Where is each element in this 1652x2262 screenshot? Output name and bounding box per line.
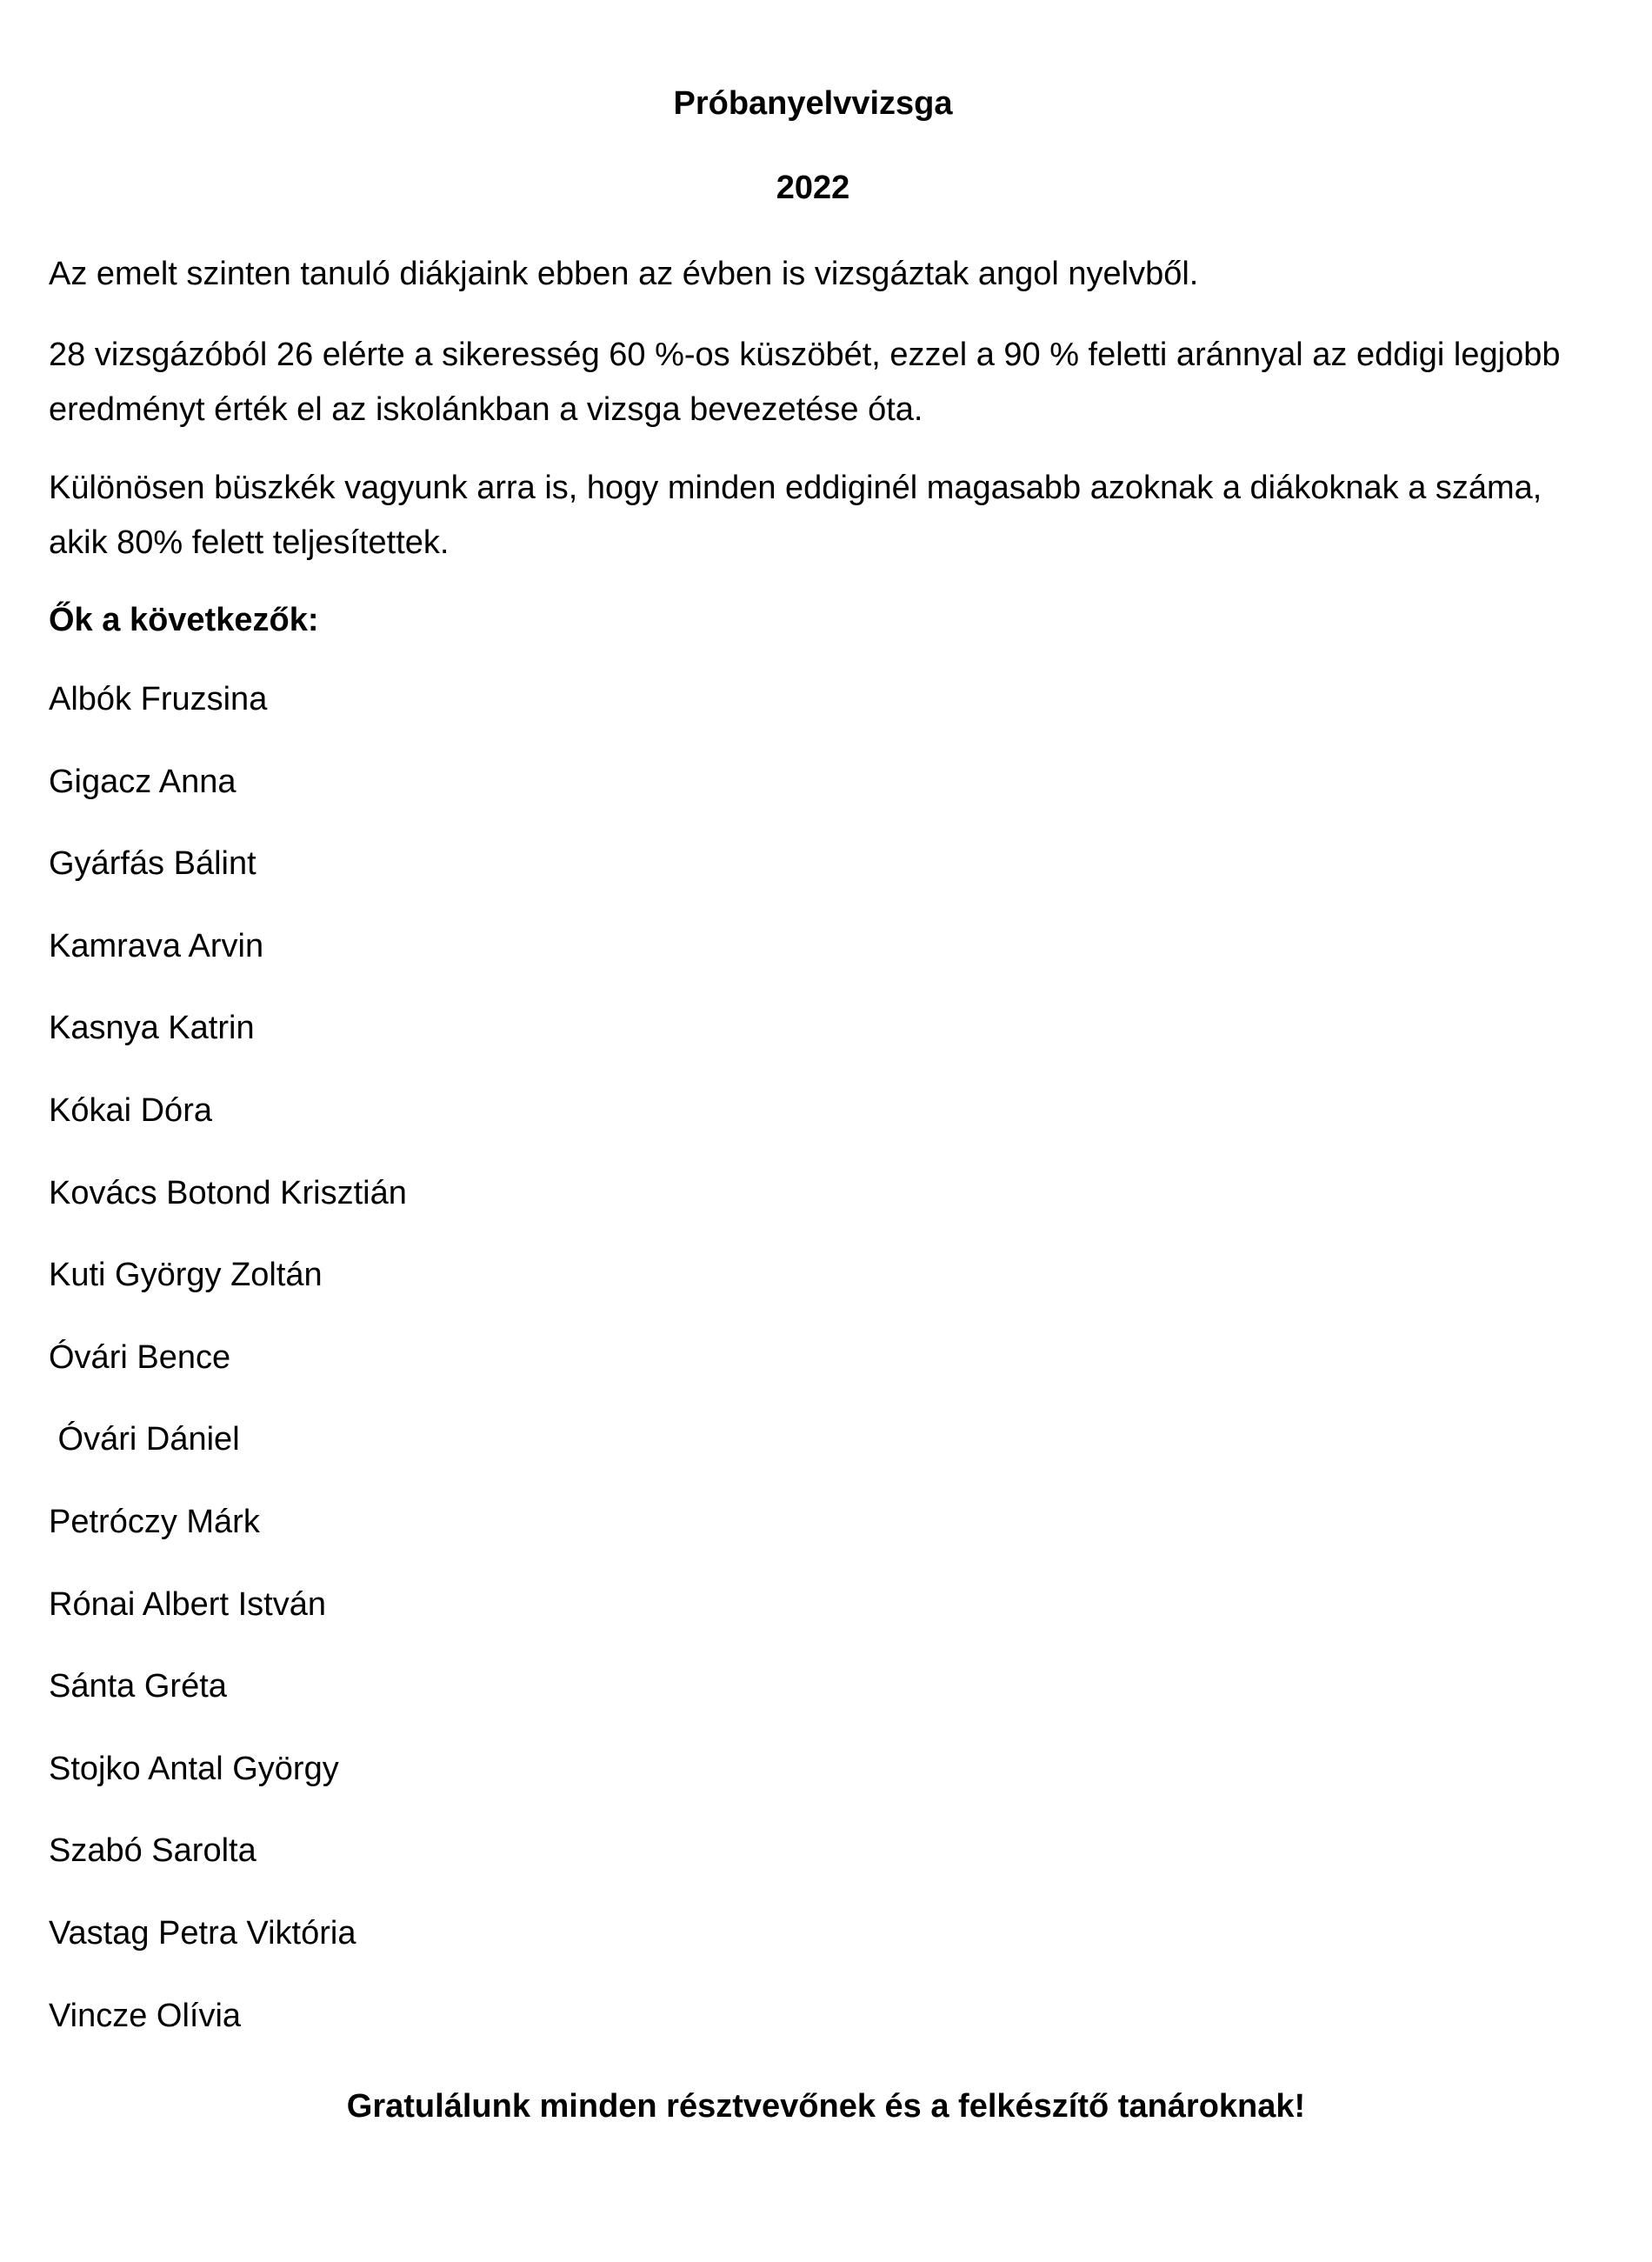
list-item: Albók Fruzsina	[49, 681, 268, 717]
list-item: Vastag Petra Viktória	[49, 1914, 356, 1952]
list-item: Kasnya Katrin	[49, 1010, 255, 1047]
list-item: Rónai Albert István	[49, 1585, 326, 1623]
closing-congratulations: Gratulálunk minden résztvevőnek és a felkészítő tanároknak!	[346, 2088, 1306, 2125]
list-item: Szabó Sarolta	[49, 1832, 256, 1870]
document-year: 2022	[776, 170, 850, 206]
results-paragraph: 28 vizsgázóból 26 elérte a sikeresség 60 %-os küszöbét, ezzel a 90 % feletti aránnyal az eddigi legjobb eredményt érték el az iskolánkban a vizsga bevezetése óta.	[49, 337, 1561, 428]
list-item: Petróczy Márk	[49, 1503, 260, 1540]
list-item: Vincze Olívia	[49, 1997, 242, 2034]
list-heading: Ők a következők:	[49, 602, 319, 638]
pride-paragraph: Különösen büszkék vagyunk arra is, hogy minden eddiginél magasabb azoknak a diákoknak a száma, akik 80% felett teljesítettek.	[49, 470, 1542, 561]
list-item: Gigacz Anna	[49, 763, 236, 800]
list-item: Sánta Gréta	[49, 1668, 227, 1705]
list-item: Óvári Bence	[49, 1338, 231, 1376]
list-item: Stojko Antal György	[49, 1750, 339, 1787]
list-item: Gyárfás Bálint	[49, 845, 256, 883]
list-item: Óvári Dániel	[49, 1421, 240, 1458]
list-item: Kuti György Zoltán	[49, 1257, 323, 1294]
list-item: Kókai Dóra	[49, 1091, 212, 1129]
intro-paragraph: Az emelt szinten tanuló diákjaink ebben az évben is vizsgáztak angol nyelvből.	[49, 256, 1199, 292]
student-name-list	[49, 678, 407, 2077]
list-item: Kamrava Arvin	[49, 927, 264, 964]
list-item: Kovács Botond Krisztián	[49, 1174, 407, 1211]
document-title: Próbanyelvvizsga	[673, 85, 953, 122]
